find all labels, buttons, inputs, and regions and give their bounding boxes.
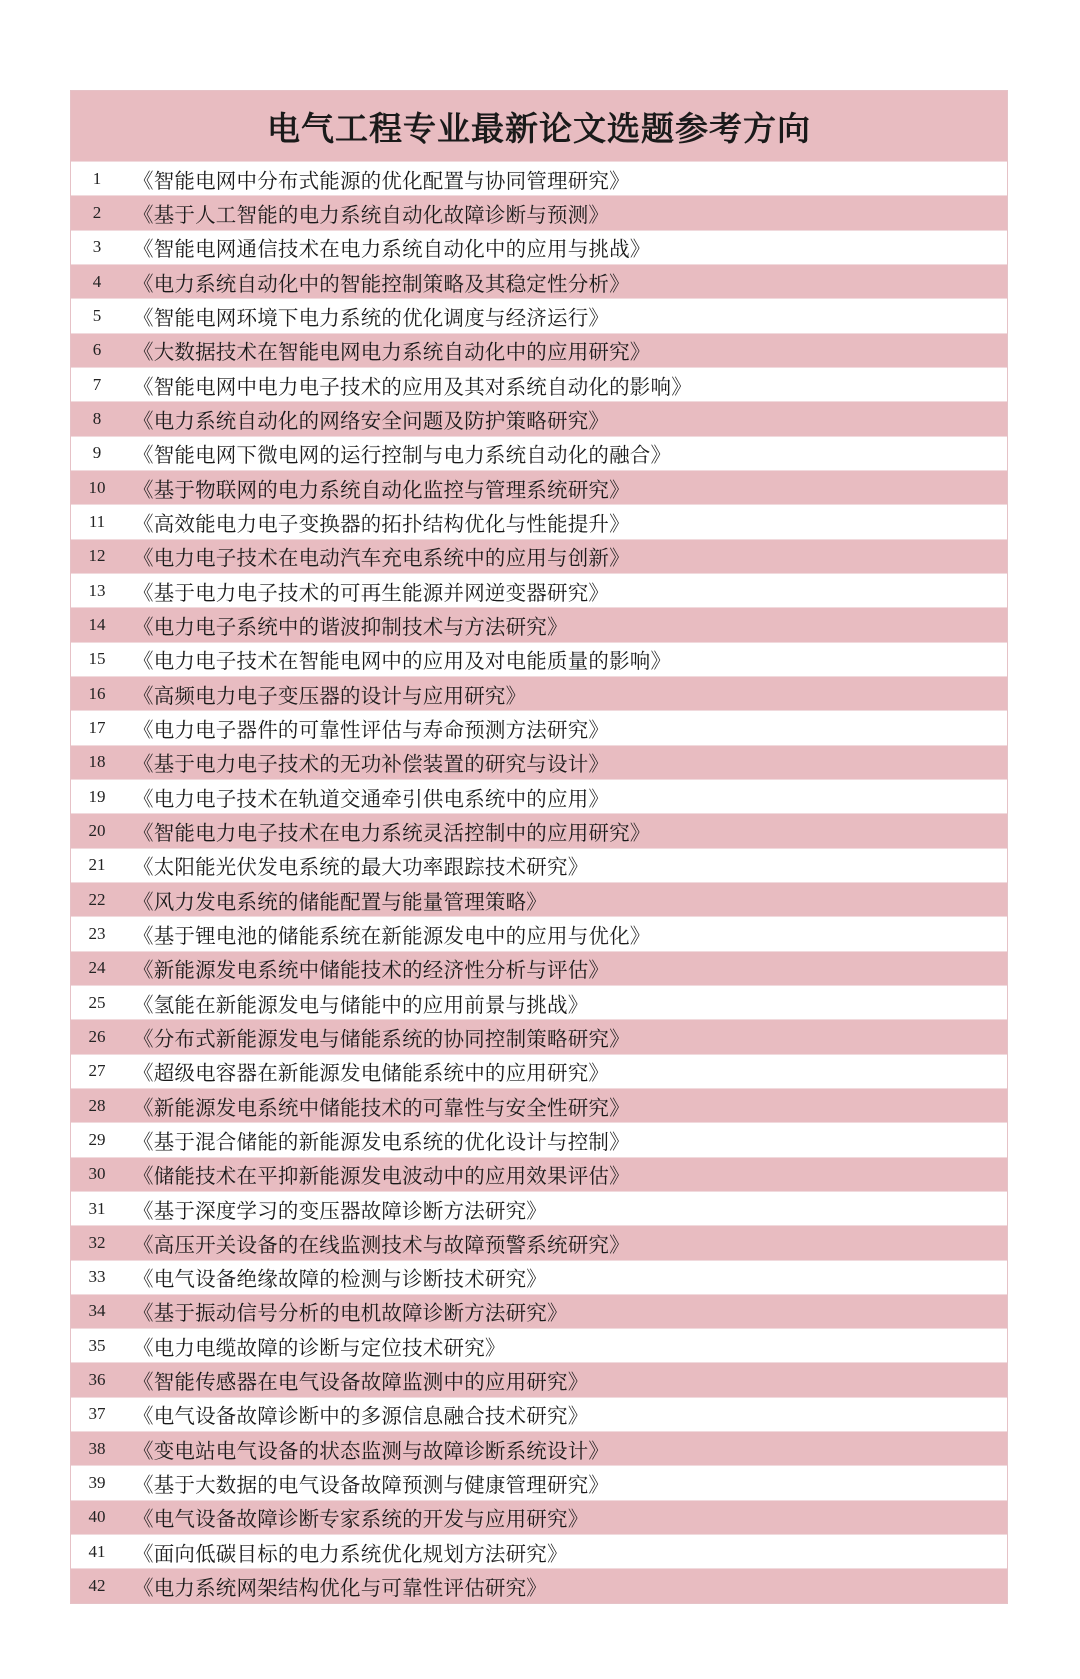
row-topic: 《智能电力电子技术在电力系统灵活控制中的应用研究》 — [133, 820, 651, 845]
row-topic: 《智能电网下微电网的运行控制与电力系统自动化的融合》 — [133, 443, 672, 468]
row-number: 40 — [88, 1507, 106, 1527]
row-number: 35 — [88, 1335, 106, 1355]
row-topic: 《基于混合储能的新能源发电系统的优化设计与控制》 — [133, 1129, 630, 1154]
row-number: 39 — [88, 1473, 106, 1493]
row-number: 31 — [88, 1198, 106, 1218]
row-topic: 《风力发电系统的储能配置与能量管理策略》 — [133, 889, 547, 914]
row-number: 4 — [92, 271, 102, 291]
row-topic: 《智能电网中分布式能源的优化配置与协同管理研究》 — [133, 168, 630, 193]
row-topic: 《电气设备绝缘故障的检测与诊断技术研究》 — [133, 1267, 547, 1292]
table-row — [71, 1260, 1007, 1294]
row-topic: 《电力电子系统中的谐波抑制技术与方法研究》 — [133, 614, 568, 639]
row-number: 3 — [92, 237, 102, 257]
table-row — [71, 1225, 1007, 1259]
table-row — [71, 1465, 1007, 1499]
table-row — [71, 161, 1007, 195]
row-topic: 《超级电容器在新能源发电储能系统中的应用研究》 — [133, 1061, 610, 1086]
row-topic: 《变电站电气设备的状态监测与故障诊断系统设计》 — [133, 1438, 610, 1463]
row-topic: 《智能电网通信技术在电力系统自动化中的应用与挑战》 — [133, 237, 651, 262]
table-row — [71, 298, 1007, 332]
row-topic: 《智能传感器在电气设备故障监测中的应用研究》 — [133, 1370, 589, 1395]
row-number: 38 — [88, 1438, 106, 1458]
row-number: 5 — [92, 305, 102, 325]
topic-list — [71, 161, 1007, 1603]
table-row — [71, 573, 1007, 607]
table-row — [71, 1362, 1007, 1396]
row-topic: 《电力系统自动化的网络安全问题及防护策略研究》 — [133, 408, 610, 433]
row-number: 34 — [88, 1301, 106, 1321]
row-topic: 《电气设备故障诊断中的多源信息融合技术研究》 — [133, 1404, 589, 1429]
table-row — [71, 642, 1007, 676]
row-topic: 《电力电子技术在电动汽车充电系统中的应用与创新》 — [133, 546, 630, 571]
table-row — [71, 813, 1007, 847]
row-topic: 《电力电子器件的可靠性评估与寿命预测方法研究》 — [133, 717, 610, 742]
row-number: 11 — [88, 511, 106, 531]
row-number: 12 — [88, 546, 106, 566]
table-row — [71, 436, 1007, 470]
row-topic: 《智能电网中电力电子技术的应用及其对系统自动化的影响》 — [133, 374, 692, 399]
row-number: 2 — [92, 202, 102, 222]
row-number: 18 — [88, 752, 106, 772]
row-topic: 《面向低碳目标的电力系统优化规划方法研究》 — [133, 1541, 568, 1566]
table-row — [71, 470, 1007, 504]
table-row — [71, 779, 1007, 813]
row-topic: 《智能电网环境下电力系统的优化调度与经济运行》 — [133, 305, 610, 330]
table-row — [71, 882, 1007, 916]
table-row — [71, 195, 1007, 229]
row-topic: 《分布式新能源发电与储能系统的协同控制策略研究》 — [133, 1026, 630, 1051]
row-number: 7 — [92, 374, 102, 394]
row-topic: 《电气设备故障诊断专家系统的开发与应用研究》 — [133, 1507, 589, 1532]
row-topic: 《高效能电力电子变换器的拓扑结构优化与性能提升》 — [133, 511, 630, 536]
table-row — [71, 1534, 1007, 1568]
row-number: 36 — [88, 1370, 106, 1390]
table-row — [71, 1157, 1007, 1191]
table-row — [71, 710, 1007, 744]
row-number: 41 — [88, 1541, 106, 1561]
row-topic: 《电力电子技术在轨道交通牵引供电系统中的应用》 — [133, 786, 610, 811]
row-number: 37 — [88, 1404, 106, 1424]
row-number: 20 — [88, 820, 106, 840]
table-row — [71, 504, 1007, 538]
table-row — [71, 916, 1007, 950]
row-number: 24 — [88, 958, 106, 978]
topic-table — [70, 90, 1008, 1604]
table-row — [71, 1500, 1007, 1534]
row-number: 25 — [88, 992, 106, 1012]
row-topic: 《基于人工智能的电力系统自动化故障诊断与预测》 — [133, 202, 610, 227]
row-number: 21 — [88, 855, 106, 875]
row-topic: 《储能技术在平抑新能源发电波动中的应用效果评估》 — [133, 1164, 630, 1189]
table-row — [71, 1122, 1007, 1156]
row-number: 10 — [88, 477, 106, 497]
table-row — [71, 1019, 1007, 1053]
row-number: 26 — [88, 1026, 106, 1046]
table-row — [71, 1431, 1007, 1465]
row-number: 22 — [88, 889, 106, 909]
table-row — [71, 230, 1007, 264]
table-row — [71, 745, 1007, 779]
table-row — [71, 1328, 1007, 1362]
table-row — [71, 367, 1007, 401]
row-number: 29 — [88, 1129, 106, 1149]
table-row — [71, 401, 1007, 435]
table-row — [71, 539, 1007, 573]
table-row — [71, 1191, 1007, 1225]
row-topic: 《新能源发电系统中储能技术的经济性分析与评估》 — [133, 958, 610, 983]
row-number: 15 — [88, 649, 106, 669]
row-number: 28 — [88, 1095, 106, 1115]
table-row — [71, 607, 1007, 641]
row-topic: 《基于电力电子技术的无功补偿装置的研究与设计》 — [133, 752, 610, 777]
row-topic: 《氢能在新能源发电与储能中的应用前景与挑战》 — [133, 992, 589, 1017]
table-row — [71, 951, 1007, 985]
row-number: 19 — [88, 786, 106, 806]
table-row — [71, 1568, 1007, 1602]
table-row — [71, 264, 1007, 298]
row-number: 42 — [88, 1576, 106, 1596]
row-number: 1 — [92, 168, 102, 188]
row-topic: 《太阳能光伏发电系统的最大功率跟踪技术研究》 — [133, 855, 589, 880]
row-topic: 《高频电力电子变压器的设计与应用研究》 — [133, 683, 527, 708]
table-row — [71, 333, 1007, 367]
table-row — [71, 1397, 1007, 1431]
row-topic: 《基于电力电子技术的可再生能源并网逆变器研究》 — [133, 580, 610, 605]
table-row — [71, 1054, 1007, 1088]
row-number: 30 — [88, 1164, 106, 1184]
row-topic: 《电力电子技术在智能电网中的应用及对电能质量的影响》 — [133, 649, 672, 674]
row-topic: 《基于深度学习的变压器故障诊断方法研究》 — [133, 1198, 547, 1223]
row-number: 32 — [88, 1232, 106, 1252]
row-topic: 《电力系统网架结构优化与可靠性评估研究》 — [133, 1576, 547, 1601]
row-number: 9 — [92, 443, 102, 463]
table-row — [71, 1294, 1007, 1328]
row-number: 27 — [88, 1061, 106, 1081]
row-topic: 《基于振动信号分析的电机故障诊断方法研究》 — [133, 1301, 568, 1326]
table-title: 电气工程专业最新论文选题参考方向 — [71, 91, 1007, 161]
row-topic: 《大数据技术在智能电网电力系统自动化中的应用研究》 — [133, 340, 651, 365]
row-number: 17 — [88, 717, 106, 737]
row-number: 23 — [88, 923, 106, 943]
row-number: 13 — [88, 580, 106, 600]
row-topic: 《基于物联网的电力系统自动化监控与管理系统研究》 — [133, 477, 630, 502]
row-topic: 《新能源发电系统中储能技术的可靠性与安全性研究》 — [133, 1095, 630, 1120]
table-row — [71, 985, 1007, 1019]
table-row — [71, 848, 1007, 882]
row-number: 8 — [92, 408, 102, 428]
row-number: 6 — [92, 340, 102, 360]
table-row — [71, 676, 1007, 710]
row-topic: 《基于锂电池的储能系统在新能源发电中的应用与优化》 — [133, 923, 651, 948]
row-number: 33 — [88, 1267, 106, 1287]
row-topic: 《基于大数据的电气设备故障预测与健康管理研究》 — [133, 1473, 610, 1498]
row-number: 14 — [88, 614, 106, 634]
row-topic: 《高压开关设备的在线监测技术与故障预警系统研究》 — [133, 1232, 630, 1257]
row-topic: 《电力电缆故障的诊断与定位技术研究》 — [133, 1335, 506, 1360]
row-topic: 《电力系统自动化中的智能控制策略及其稳定性分析》 — [133, 271, 630, 296]
row-number: 16 — [88, 683, 106, 703]
table-row — [71, 1088, 1007, 1122]
